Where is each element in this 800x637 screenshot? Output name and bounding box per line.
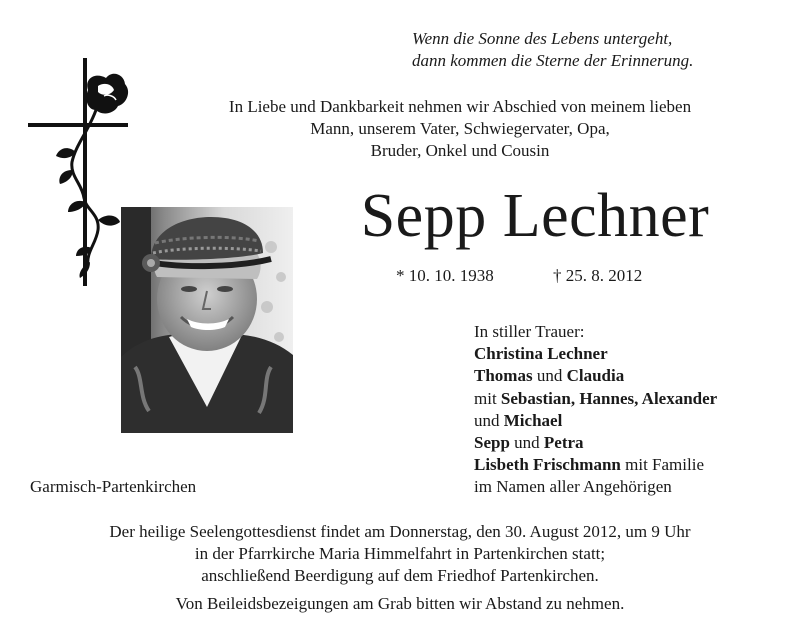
- connector-text: und: [532, 366, 567, 386]
- place-name: Garmisch-Partenkirchen: [30, 477, 197, 496]
- mourners-heading: In stiller Trauer:: [474, 322, 585, 341]
- birth-date: * 10. 10. 1938: [396, 266, 494, 285]
- mourner-name: Claudia: [566, 366, 625, 386]
- intro-line-1: In Liebe und Dankbarkeit nehmen wir Abschied von meinem lieben: [228, 97, 692, 116]
- intro-line-3: Bruder, Onkel und Cousin: [370, 141, 550, 160]
- connector-text: mit Familie: [620, 455, 704, 475]
- mourner-line: [474, 454, 794, 476]
- mourner-name: Thomas: [474, 366, 533, 386]
- intro-text: [150, 96, 770, 162]
- connector-text: und: [474, 410, 504, 430]
- cross-with-rose-icon: [24, 52, 134, 292]
- intro-line-2: Mann, unserem Vater, Schwiegervater, Opa,: [310, 119, 610, 138]
- deceased-name: Sepp Lechner: [360, 182, 710, 250]
- mourner-line: [474, 410, 794, 432]
- quote-line-1: Wenn die Sonne des Lebens untergeht,: [412, 29, 673, 48]
- mourner-name: Lisbeth Frischmann: [474, 455, 621, 475]
- mourner-line: [474, 343, 794, 365]
- funeral-line-2: in der Pfarrkirche Maria Himmelfahrt in Partenkirchen statt;: [194, 544, 606, 563]
- mourner-name: Sebastian, Hannes, Alexander: [500, 388, 718, 408]
- connector-text: mit: [474, 388, 501, 408]
- poem-quote: [412, 28, 774, 72]
- closing-note: Von Beileidsbezeigungen am Grab bitten wir Abstand zu nehmen.: [175, 594, 625, 613]
- mourner-line: [474, 432, 794, 454]
- mourner-line: [474, 365, 794, 387]
- quote-line-2: dann kommen die Sterne der Erinnerung.: [412, 51, 694, 70]
- mourner-name: Michael: [503, 410, 563, 430]
- mourner-name: Petra: [543, 433, 584, 453]
- connector-text: und: [509, 433, 544, 453]
- mourner-name: Christina Lechner: [474, 344, 608, 364]
- mourners-list: [474, 321, 794, 499]
- mourner-line: [474, 388, 794, 410]
- funeral-line-3: anschließend Beerdigung auf dem Friedhof Partenkirchen.: [201, 566, 599, 585]
- funeral-line-1: Der heilige Seelengottesdienst findet am Donnerstag, den 30. August 2012, um 9 Uhr: [109, 522, 691, 541]
- funeral-notice: [20, 521, 780, 587]
- mourners-closing-line: im Namen aller Angehörigen: [474, 477, 672, 497]
- death-date: † 25. 8. 2012: [553, 266, 643, 285]
- portrait-photo: [121, 207, 293, 433]
- mourner-name: Sepp: [474, 433, 510, 453]
